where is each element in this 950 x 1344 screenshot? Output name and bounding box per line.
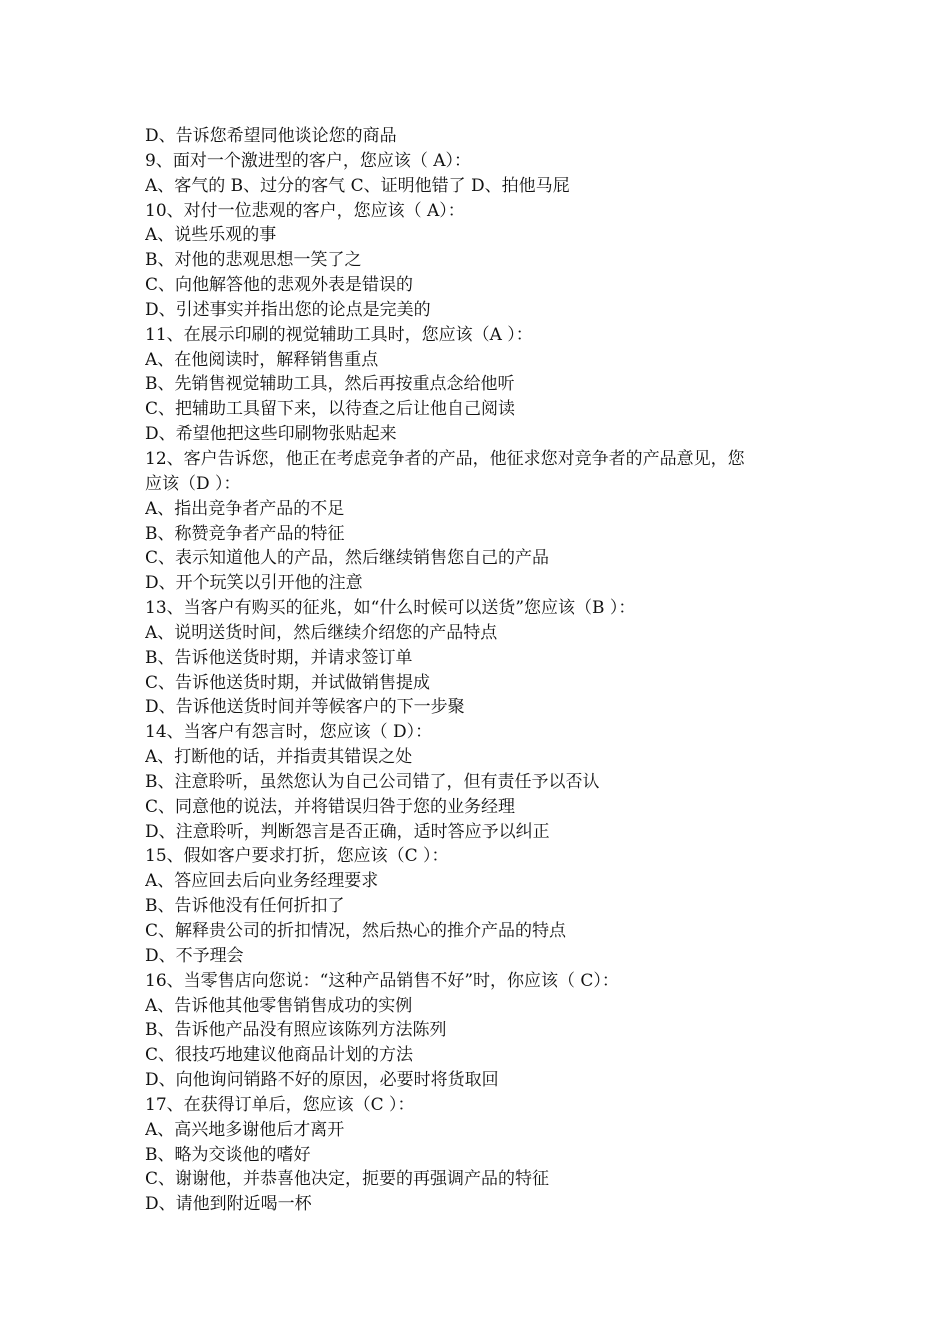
text-line: D、注意聆听，判断怨言是否正确，适时答应予以纠正 <box>145 821 550 842</box>
text-line: D、告诉您希望同他谈论您的商品 <box>145 126 397 146</box>
text-line: D、告诉他送货时间并等候客户的下一步聚 <box>145 697 465 718</box>
text-line: A、客气的 B、过分的客气 C、证明他错了 D、拍他马屁 <box>145 175 570 196</box>
text-line: A、指出竞争者产品的不足 <box>145 498 345 519</box>
text-line: 11、在展示印刷的视觉辅助工具时，您应该（A ）： <box>145 324 533 345</box>
text-line: A、高兴地多谢他后才离开 <box>145 1119 345 1140</box>
text-line: A、告诉他其他零售销售成功的实例 <box>145 995 413 1016</box>
text-line: D、请他到附近喝一杯 <box>145 1194 312 1215</box>
text-line: D、不予理会 <box>145 945 244 966</box>
text-line: 10、对付一位悲观的客户，您应该（ A）： <box>145 200 465 221</box>
text-line: A、在他阅读时，解释销售重点 <box>145 349 379 370</box>
text-line: D、希望他把这些印刷物张贴起来 <box>145 424 397 445</box>
text-line: B、告诉他产品没有照应该陈列方法陈列 <box>145 1020 447 1041</box>
text-line: 17、在获得订单后，您应该（C ）： <box>145 1094 415 1115</box>
text-line: C、把辅助工具留下来，以待查之后让他自己阅读 <box>145 399 516 420</box>
text-line: 9、面对一个激进型的客户，您应该（ A）： <box>145 150 471 171</box>
text-line: C、很技巧地建议他商品计划的方法 <box>145 1045 414 1066</box>
text-line: A、答应回去后向业务经理要求 <box>145 871 379 892</box>
text-line: C、谢谢他，并恭喜他决定，扼要的再强调产品的特征 <box>145 1169 550 1190</box>
text-line: D、开个玩笑以引开他的注意 <box>145 573 363 594</box>
text-line: A、说些乐观的事 <box>145 225 277 246</box>
text-line: C、解释贵公司的折扣情况，然后热心的推介产品的特点 <box>145 921 567 941</box>
text-line: C、表示知道他人的产品，然后继续销售您自己的产品 <box>145 548 550 569</box>
text-line: D、向他询问销路不好的原因，必要时将货取回 <box>145 1070 499 1091</box>
text-line: A、打断他的话，并指责其错误之处 <box>145 747 413 768</box>
text-line: B、先销售视觉辅助工具，然后再按重点念给他听 <box>145 374 515 395</box>
text-line: C、告诉他送货时期，并试做销售提成 <box>145 672 431 693</box>
text-line: C、向他解答他的悲观外表是错误的 <box>145 275 414 296</box>
text-line: 16、当零售店向您说：“这种产品销售不好”时，你应该（ C）： <box>145 970 619 991</box>
text-line: 应该（D ）： <box>145 473 241 494</box>
text-line: 15、假如客户要求打折，您应该（C ）： <box>145 846 449 867</box>
text-line: A、说明送货时间，然后继续介绍您的产品特点 <box>145 622 498 643</box>
document-body <box>145 124 825 1217</box>
text-line: C、同意他的说法，并将错误归咎于您的业务经理 <box>145 796 516 817</box>
text-line: B、注意聆听，虽然您认为自己公司错了，但有责任予以否认 <box>145 771 600 792</box>
text-line: B、告诉他没有任何折扣了 <box>145 896 345 917</box>
text-line: 12、客户告诉您，他正在考虑竞争者的产品，他征求您对竞争者的产品意见，您 <box>145 448 745 469</box>
text-line: B、告诉他送货时期，并请求签订单 <box>145 647 413 668</box>
text-line: 13、当客户有购买的征兆，如“什么时候可以送货”您应该（B ）： <box>145 598 636 619</box>
text-line: 14、当客户有怨言时，您应该（ D）： <box>145 722 433 743</box>
text-line: B、称赞竞争者产品的特征 <box>145 523 345 544</box>
text-line: D、引述事实并指出您的论点是完美的 <box>145 299 431 320</box>
text-line: B、对他的悲观思想一笑了之 <box>145 250 362 271</box>
text-line: B、略为交谈他的嗜好 <box>145 1144 311 1165</box>
